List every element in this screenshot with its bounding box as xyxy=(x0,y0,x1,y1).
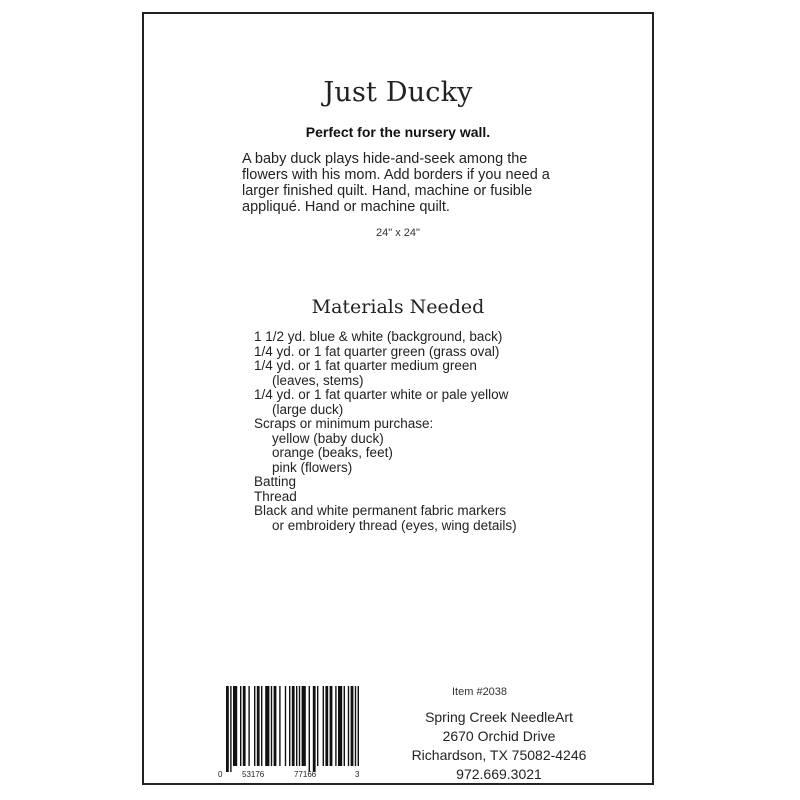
barcode-bar xyxy=(338,686,342,766)
barcode-bar xyxy=(355,686,356,766)
material-item: Scraps or minimum purchase: xyxy=(254,416,434,431)
barcode-bar xyxy=(309,686,310,772)
barcode-bar xyxy=(302,686,306,766)
barcode-bar xyxy=(285,686,286,766)
barcode-bar xyxy=(292,686,295,766)
barcode-digit-group: 3 xyxy=(355,770,360,779)
material-item: (leaves, stems) xyxy=(272,372,364,388)
barcode-bar xyxy=(358,686,359,766)
barcode-bar xyxy=(230,686,231,772)
barcode-bar xyxy=(233,686,237,766)
material-item: 1/4 yd. or 1 fat quarter medium green xyxy=(254,358,477,373)
company-name: Spring Creek NeedleArt xyxy=(425,709,573,725)
barcode-digits xyxy=(218,770,364,782)
finished-size: 24" x 24" xyxy=(376,227,420,239)
barcode-bar xyxy=(226,686,229,772)
material-item: 1/4 yd. or 1 fat quarter white or pale yellow xyxy=(254,387,509,402)
barcode-bar xyxy=(325,686,328,766)
barcode-bar xyxy=(279,686,280,766)
pattern-title: Just Ducky xyxy=(323,77,473,108)
barcode-bar xyxy=(335,686,336,766)
material-item: orange (beaks, feet) xyxy=(272,445,393,460)
barcode-bar xyxy=(254,686,255,766)
pattern-description: A baby duck plays hide-and-seek among the flowers with his mom. Add borders if you need a larger finished quilt. Hand, machine or fusible appliqué. Hand or machine quilt. xyxy=(242,151,550,215)
publisher-address xyxy=(384,708,614,784)
materials-list xyxy=(254,330,517,533)
pattern-back-cover xyxy=(142,12,654,785)
material-item: (large duck) xyxy=(272,401,344,417)
material-item: 1/4 yd. or 1 fat quarter green (grass oval) xyxy=(254,343,500,359)
barcode-bar xyxy=(351,686,354,766)
phone-number: 972.669.3021 xyxy=(456,766,542,782)
barcode-bar xyxy=(344,686,345,766)
barcode-bar xyxy=(265,686,269,766)
barcode-bar xyxy=(317,686,318,766)
material-item: or embroidery thread (eyes, wing details) xyxy=(272,517,517,533)
barcode-bar xyxy=(271,686,272,766)
barcode-bar xyxy=(274,686,277,766)
material-item: pink (flowers) xyxy=(272,459,353,475)
material-item: Batting xyxy=(254,474,297,489)
material-item: Black and white permanent fabric markers xyxy=(254,503,507,518)
barcode-digit-group: 77166 xyxy=(294,770,317,779)
barcode-bar xyxy=(299,686,300,766)
street-address: 2670 Orchid Drive xyxy=(442,728,556,744)
materials-heading: Materials Needed xyxy=(311,296,485,318)
barcode-bar xyxy=(330,686,333,766)
barcode-bar xyxy=(289,686,290,766)
item-number: Item #2038 xyxy=(452,686,508,698)
material-item: 1 1/2 yd. blue & white (background, back) xyxy=(254,329,503,344)
barcode-bar xyxy=(261,686,262,766)
city-state-zip: Richardson, TX 75082-4246 xyxy=(411,747,587,763)
barcode-bar xyxy=(296,686,297,766)
barcode-bar xyxy=(243,686,246,766)
barcode-bar xyxy=(348,686,349,766)
barcode-bar xyxy=(313,686,316,772)
barcode-bar xyxy=(323,686,324,766)
barcode-digit-group: 0 xyxy=(218,770,223,779)
pattern-subtitle: Perfect for the nursery wall. xyxy=(305,124,491,140)
material-item: yellow (baby duck) xyxy=(272,430,384,446)
material-item: Thread xyxy=(254,488,297,504)
barcode-bar xyxy=(240,686,241,766)
barcode-bar xyxy=(248,686,249,766)
barcode-bar xyxy=(257,686,260,766)
barcode xyxy=(218,686,364,784)
barcode-bars xyxy=(218,686,364,772)
barcode-digit-group: 53176 xyxy=(242,770,265,779)
